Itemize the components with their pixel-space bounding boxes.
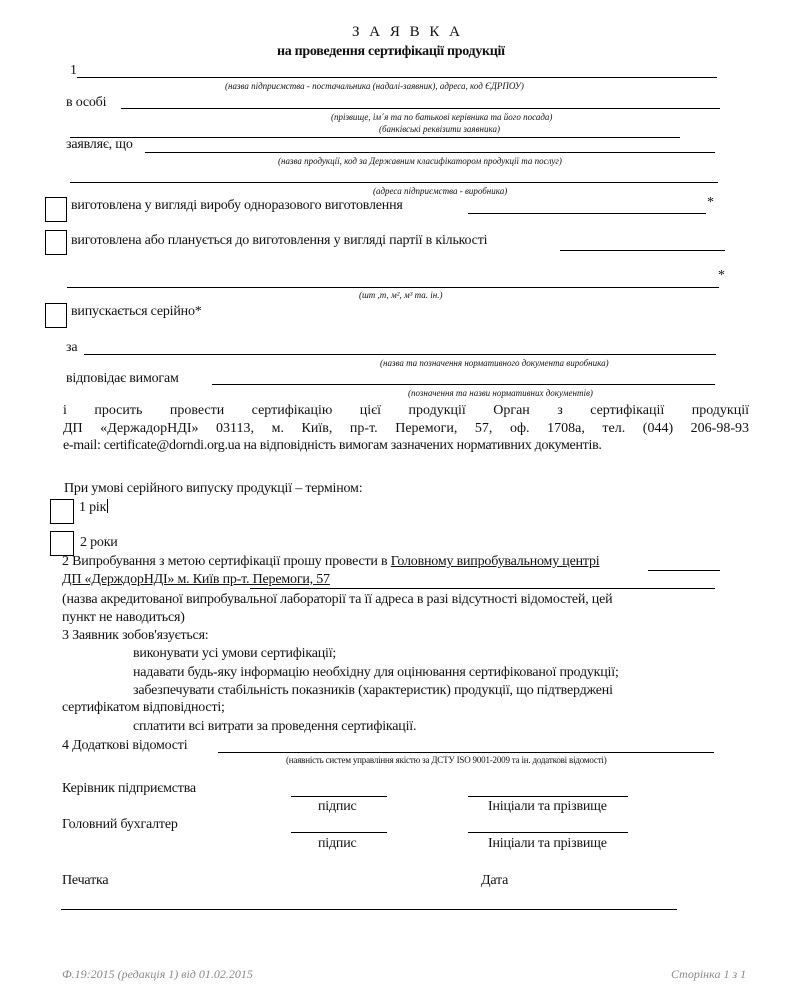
head-name-field[interactable]	[468, 796, 628, 797]
requirements-caption: (позначення та назви нормативних документів)	[408, 388, 593, 398]
normative-document-field[interactable]	[84, 354, 716, 355]
manufacturer-address-field[interactable]	[70, 182, 718, 183]
bank-caption: (банківські реквізити заявника)	[379, 124, 500, 134]
product-field[interactable]	[145, 152, 715, 153]
checkbox-serial[interactable]	[45, 303, 67, 328]
asterisk: *	[707, 195, 714, 210]
head-name-caption: Ініціали та прізвище	[488, 799, 607, 814]
lab-note-line-1: (назва акредитованої випробувальної лабораторії та її адреса в разі відсутності відомостей, цей	[62, 592, 613, 607]
accountant-name-caption: Ініціали та прізвище	[488, 836, 607, 851]
applicant-field[interactable]	[77, 77, 717, 78]
checkbox-single-item[interactable]	[45, 197, 67, 222]
requirements-field[interactable]	[212, 384, 715, 385]
additional-info-caption: (наявність систем управління якістю за ДСТУ ISO 9001-2009 та ін. додаткові відомості)	[286, 755, 607, 765]
accountant-sign-caption: підпис	[318, 836, 357, 851]
units-field[interactable]	[67, 287, 719, 288]
head-signature-field[interactable]	[291, 796, 387, 797]
option-batch-label: виготовлена або планується до виготовлення у вигляді партії в кількості	[71, 233, 488, 248]
bank-details-field[interactable]	[70, 137, 680, 138]
manufacturer-caption: (адреса підприємства - виробника)	[373, 186, 508, 196]
date-label: Дата	[481, 873, 509, 888]
bottom-rule	[61, 909, 677, 910]
checkbox-batch[interactable]	[45, 230, 67, 255]
obligation-item: виконувати усі умови сертифікації;	[133, 646, 337, 661]
accountant-label: Головний бухгалтер	[62, 817, 178, 832]
term-2-years-label: 2 роки	[80, 535, 118, 550]
obligation-item: сплатити всі витрати за проведення сертифікації.	[133, 719, 417, 734]
lab-note-line-2: пункт не наводиться)	[62, 610, 185, 625]
accountant-name-field[interactable]	[468, 832, 628, 833]
page-number: Сторінка 1 з 1	[671, 967, 747, 981]
obligation-item-cont: сертифікатом відповідності;	[62, 700, 225, 715]
declares-label: заявляє, що	[66, 137, 133, 152]
option-single-label: виготовлена у вигляді виробу одноразового виготовлення	[71, 198, 403, 213]
conforms-label: відповідає вимогам	[66, 371, 179, 386]
document-subtitle: на проведення сертифікації продукції	[277, 44, 505, 59]
option-serial-label: випускається серійно*	[71, 304, 202, 319]
in-person-label: в особі	[66, 95, 107, 110]
product-caption: (назва продукції, код за Державним класифікатором продукції та послуг)	[278, 156, 562, 166]
normative-document-caption: (назва та позначення нормативного документа виробника)	[380, 358, 609, 368]
asterisk: *	[718, 268, 725, 283]
section-4-lead: 4 Додаткові відомості	[62, 738, 188, 753]
section-2-text: 2 Випробування з метою сертифікації прошу провести в Головному випробувальному центрі	[62, 554, 600, 569]
text-cursor	[107, 499, 108, 513]
section-1-number: 1	[70, 63, 77, 78]
lab-address: ДП «ДерждорНДІ» м. Київ пр-т. Перемоги, 57	[62, 572, 330, 587]
checkbox-term-1-year[interactable]	[50, 499, 74, 524]
request-line-2: ДП «ДержадорНДІ» 03113, м. Київ, пр-т. Перемоги, 57, оф. 1708а, тел. (044) 206-98-93	[63, 421, 749, 436]
obligation-item: надавати будь-яку інформацію необхідну для оцінювання сертифікованої продукції;	[133, 665, 619, 680]
section-3-lead: 3 Заявник зобов'язується:	[62, 628, 209, 643]
request-line-1: і просить провести сертифікацію цієї продукції Орган з сертифікації продукції	[63, 403, 749, 418]
accountant-signature-field[interactable]	[291, 832, 387, 833]
obligation-item: забезпечувати стабільність показників (характеристик) продукції, що підтверджені	[133, 683, 613, 698]
single-item-field[interactable]	[468, 213, 706, 214]
head-sign-caption: підпис	[318, 799, 357, 814]
person-field[interactable]	[121, 108, 720, 109]
by-label: за	[66, 340, 78, 355]
stamp-label: Печатка	[62, 873, 109, 888]
form-identifier: Ф.19:2015 (редакція 1) від 01.02.2015	[62, 967, 253, 981]
checkbox-term-2-years[interactable]	[50, 531, 74, 556]
lab-address-field-tail[interactable]	[250, 588, 715, 589]
head-label: Керівник підприємства	[62, 781, 196, 796]
batch-quantity-field[interactable]	[560, 250, 725, 251]
units-caption: (шт ,т, м², м³ та. ін.)	[359, 290, 443, 300]
term-1-year-label: 1 рік	[79, 500, 107, 515]
person-caption: (прізвище, ім´я та по батькові керівника та його посада)	[331, 112, 553, 122]
document-title: З А Я В К А	[352, 24, 463, 40]
applicant-caption: (назва підприємства - постачальника (надалі-заявник), адреса, код ЄДРПОУ)	[225, 81, 524, 91]
lab-field-tail[interactable]	[648, 570, 720, 571]
request-line-3: e-mail: certificate@dorndi.org.ua на відповідність вимогам зазначених нормативних документів.	[63, 438, 602, 453]
additional-info-field[interactable]	[218, 752, 714, 753]
serial-term-label: При умові серійного випуску продукції – терміном:	[64, 481, 363, 496]
lab-name: Головному випробувальному центрі	[390, 554, 600, 569]
